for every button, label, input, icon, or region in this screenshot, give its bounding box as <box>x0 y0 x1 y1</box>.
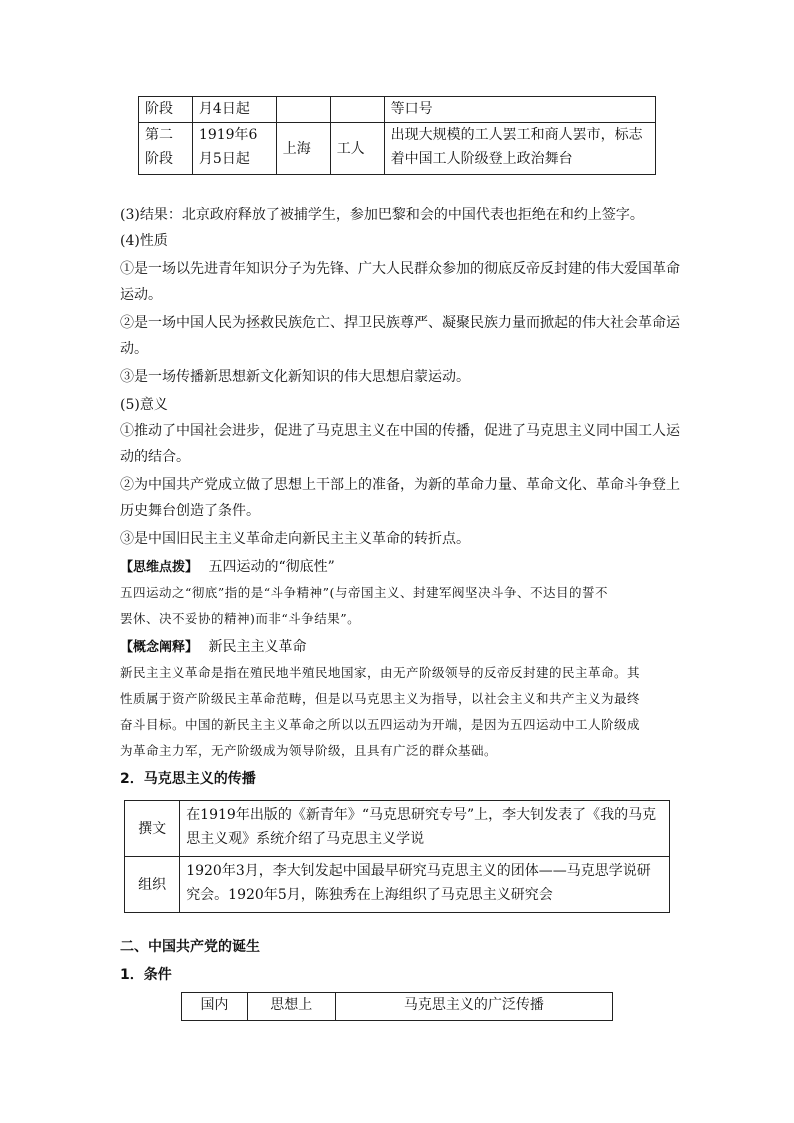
significance-item-1-cont: 动的结合。 <box>120 449 190 465</box>
nature-item-3: ③是一场传播新思想新文化新知识的伟大思想启蒙运动。 <box>120 369 470 385</box>
nature-item-2: ②是一场中国人民为拯救民族危亡、捍卫民族尊严、凝聚民族力量而掀起的伟大社会革命运 <box>120 315 680 331</box>
cell: 思想上 <box>247 993 335 1021</box>
concept-line: 性质属于资产阶级民主革命范畴，但是以马克思主义为指导，以社会主义和共产主义为最终 <box>120 691 641 706</box>
significance-item-2: ②为中国共产党成立做了思想上干部上的准备，为新的革命力量、革命文化、革命斗争登上 <box>120 477 680 493</box>
cell: 马克思主义的广泛传播 <box>335 993 612 1021</box>
row-content-line: 1920年3月，李大钊发起中国最早研究马克思主义的团体——马克思学说研 <box>186 863 651 879</box>
date-cell: 月4日起 <box>192 97 276 123</box>
place-cell: 上海 <box>276 123 330 175</box>
table-row <box>182 993 613 1021</box>
significance-item-3: ③是中国旧民主主义革命走向新民主主义革命的转折点。 <box>120 531 470 547</box>
event-cell: 等口号 <box>384 97 655 123</box>
section-heading: 2．马克思主义的传播 <box>120 771 256 787</box>
significance-item-1: ①推动了中国社会进步，促进了马克思主义在中国的传播，促进了马克思主义同中国工人运 <box>120 423 680 439</box>
table-row <box>139 123 656 175</box>
nature-heading: (4)性质 <box>120 233 168 249</box>
row-content-line: 究会。1920年5月，陈独秀在上海组织了马克思主义研究会 <box>186 887 553 903</box>
nature-item-1-cont: 运动。 <box>120 287 162 303</box>
significance-heading: (5)意义 <box>120 397 168 413</box>
nature-item-1: ①是一场以先进青年知识分子为先锋、广大人民群众参加的彻底反帝反封建的伟大爱国革命 <box>120 261 680 277</box>
cell: 国内 <box>182 993 248 1021</box>
thinking-tip-line: 罢休、决不妥协的精神)而非“斗争结果”。 <box>120 611 361 626</box>
stage-table <box>138 96 656 175</box>
row-content <box>180 801 670 857</box>
table-row <box>139 97 656 123</box>
row-content-line: 在1919年出版的《新青年》“马克思研究专号”上，李大钊发表了《我的马克 <box>186 807 657 823</box>
stage-cell: 第二阶段 <box>139 123 193 175</box>
concept-line: 为革命主力军，无产阶级成为领导阶级，且具有广泛的群众基础。 <box>120 743 498 758</box>
table-row <box>125 801 670 857</box>
concept-title: 新民主主义革命 <box>208 639 307 655</box>
concept-label: 【概念阐释】 <box>120 640 199 655</box>
date-cell: 1919年6月5日起 <box>192 123 276 175</box>
result-text: (3)结果：北京政府释放了被捕学生，参加巴黎和会的中国代表也拒绝在和约上签字。 <box>120 207 644 223</box>
thinking-tip-title: 五四运动的“彻底性” <box>208 559 335 575</box>
thinking-tip-label: 【思维点拨】 <box>120 560 199 575</box>
row-label: 组织 <box>125 857 180 913</box>
thinking-tip-line: 五四运动之“彻底”指的是“斗争精神”(与帝国主义、封建军阀坚决斗争、不达目的誓不 <box>120 585 608 600</box>
significance-item-2-cont: 历史舞台创造了条件。 <box>120 503 260 519</box>
nature-item-2-cont: 动。 <box>120 341 148 357</box>
concept-line: 新民主主义革命是指在殖民地半殖民地国家，由无产阶级领导的反帝反封建的民主革命。其 <box>120 665 641 680</box>
concept-line: 奋斗目标。中国的新民主主义革命之所以以五四运动为开端，是因为五四运动中工人阶级成 <box>120 717 641 732</box>
row-content-line: 思主义观》系统介绍了马克思主义学说 <box>186 831 425 847</box>
row-content <box>180 857 670 913</box>
force-cell <box>330 97 384 123</box>
sub-heading: 1．条件 <box>120 967 172 983</box>
event-cell: 出现大规模的工人罢工和商人罢市，标志着中国工人阶级登上政治舞台 <box>384 123 655 175</box>
marxism-table <box>124 800 670 913</box>
stage-cell: 阶段 <box>139 97 193 123</box>
concept-heading <box>120 636 680 659</box>
table-row <box>125 857 670 913</box>
conditions-table <box>181 992 613 1021</box>
part-heading: 二、中国共产党的诞生 <box>120 939 260 955</box>
thinking-tip-heading <box>120 556 680 579</box>
force-cell: 工人 <box>330 123 384 175</box>
place-cell <box>276 97 330 123</box>
row-label: 撰文 <box>125 801 180 857</box>
